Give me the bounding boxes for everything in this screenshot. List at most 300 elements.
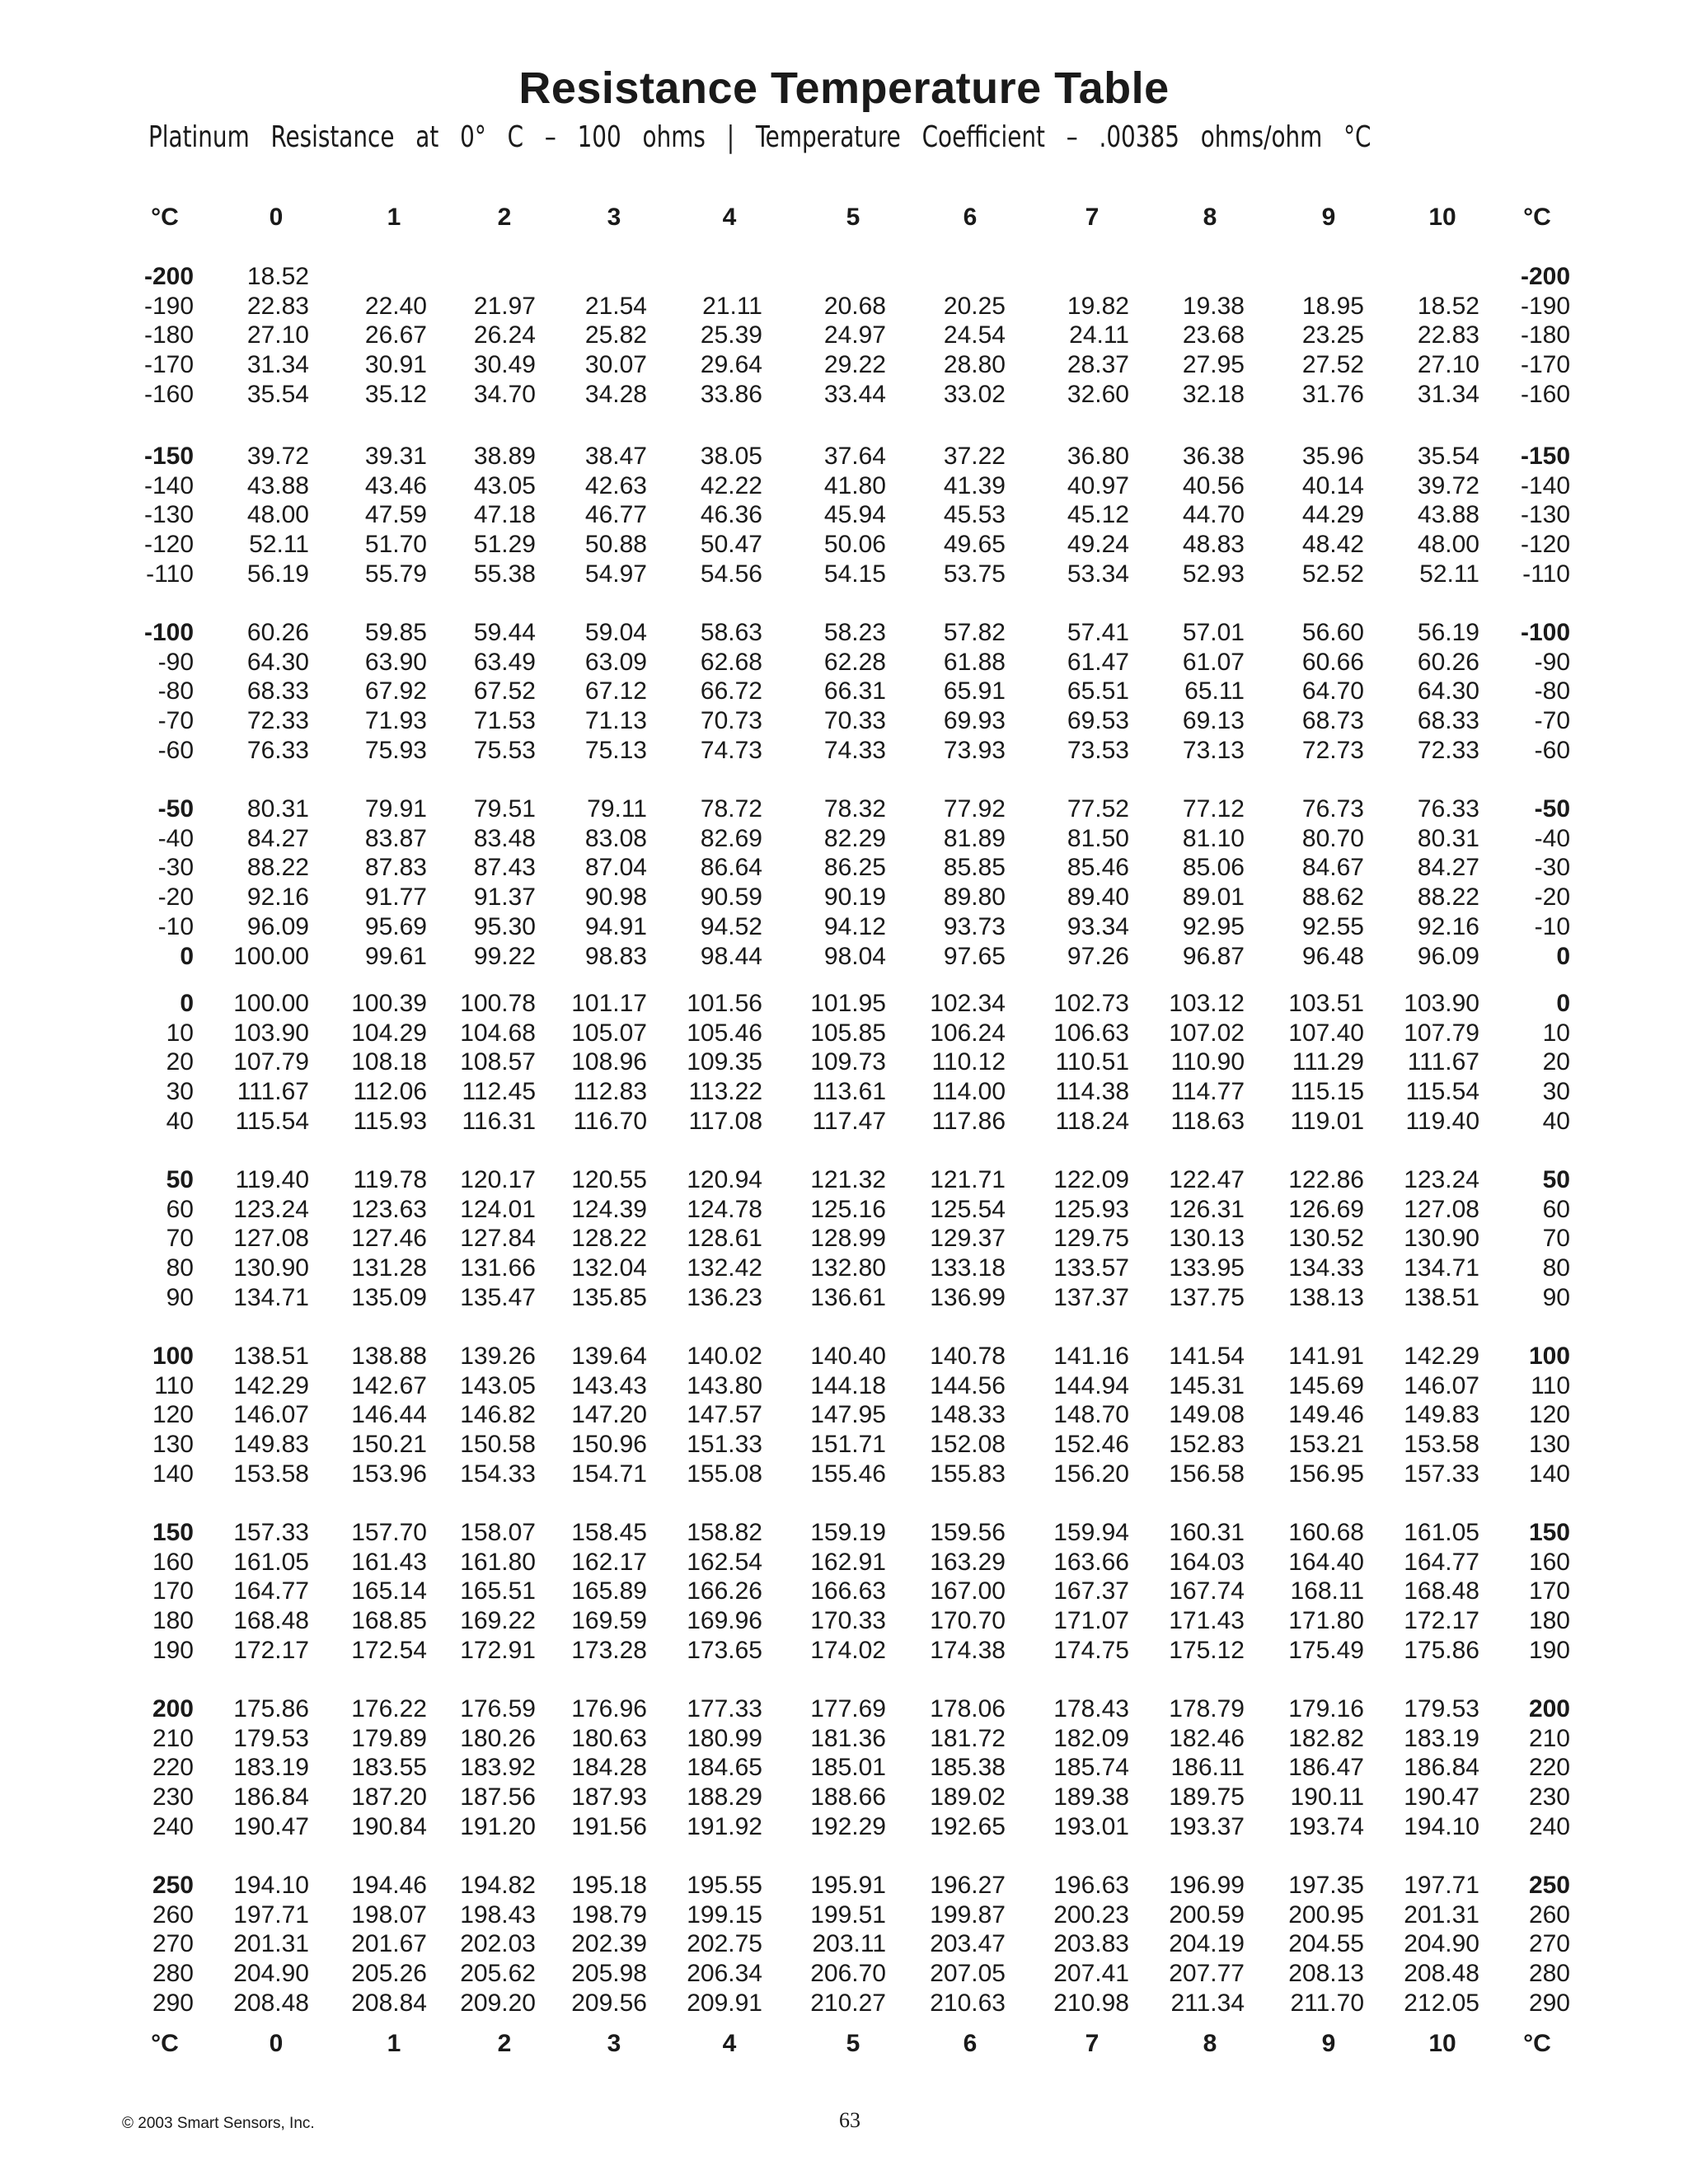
table-cell: 195.91: [810, 1872, 886, 1899]
row-label-right: 120: [1528, 1401, 1570, 1429]
table-cell: 52.93: [1182, 560, 1245, 588]
table-row: [0, 618, 1688, 648]
table-cell: 208.48: [1404, 1960, 1479, 1988]
row-label-left: -10: [157, 912, 194, 940]
row-label-left: 200: [152, 1695, 194, 1722]
table-cell: 187.93: [571, 1783, 647, 1811]
row-label-right: 10: [1542, 1019, 1570, 1047]
table-cell: 98.83: [584, 942, 647, 970]
row-label-right: 230: [1528, 1783, 1570, 1811]
table-cell: 184.65: [687, 1754, 762, 1782]
table-cell: 203.83: [1053, 1930, 1129, 1958]
table-cell: 183.55: [351, 1754, 427, 1782]
table-cell: 27.95: [1182, 351, 1245, 379]
table-cell: 158.82: [687, 1519, 762, 1546]
row-label-left: 230: [152, 1783, 194, 1811]
table-cell: 61.07: [1182, 648, 1245, 676]
table-cell: 176.59: [460, 1695, 536, 1722]
table-cell: 134.71: [1404, 1254, 1479, 1282]
header-col: 4: [722, 2030, 737, 2057]
header-col: 2: [497, 2030, 512, 2057]
table-cell: 149.83: [233, 1431, 309, 1459]
table-cell: 88.22: [246, 854, 309, 882]
table-cell: 164.77: [1404, 1548, 1479, 1576]
table-cell: 146.44: [351, 1401, 427, 1429]
row-label-left: 30: [166, 1078, 194, 1106]
table-row: [0, 648, 1688, 677]
table-cell: 42.22: [700, 471, 762, 499]
table-cell: 41.80: [823, 471, 886, 499]
row-label-left: 120: [152, 1401, 194, 1429]
table-cell: 207.05: [930, 1960, 1006, 1988]
column-header-bottom: [0, 2029, 1688, 2059]
subtitle: [148, 120, 1372, 154]
row-label-left: -180: [143, 321, 194, 349]
table-cell: 109.73: [810, 1048, 886, 1076]
subtitle-word: Resistance: [270, 120, 395, 154]
table-cell: 50.88: [584, 531, 647, 559]
row-label-right: -10: [1534, 912, 1570, 940]
page-title: Resistance Temperature Table: [518, 63, 1170, 113]
table-cell: 193.74: [1288, 1812, 1364, 1840]
table-cell: 138.88: [351, 1343, 427, 1370]
table-cell: 45.53: [943, 501, 1006, 529]
table-cell: 192.29: [810, 1812, 886, 1840]
table-cell: 117.86: [931, 1107, 1006, 1135]
table-cell: 205.98: [571, 1960, 647, 1988]
table-cell: 104.29: [351, 1019, 427, 1047]
table-cell: 71.13: [584, 707, 647, 735]
table-cell: 103.12: [1169, 990, 1245, 1017]
table-cell: 83.48: [473, 824, 536, 852]
table-cell: 60.26: [1417, 648, 1479, 676]
table-cell: 107.79: [233, 1048, 309, 1076]
table-row: [0, 1077, 1688, 1107]
table-cell: 114.77: [1170, 1078, 1245, 1106]
table-cell: 54.97: [584, 560, 647, 588]
row-label-right: -80: [1534, 677, 1570, 705]
table-cell: 103.90: [1404, 990, 1479, 1017]
table-cell: 120.55: [571, 1166, 647, 1193]
table-cell: 151.33: [687, 1431, 762, 1459]
table-cell: 199.87: [930, 1900, 1006, 1929]
row-label-right: -160: [1520, 380, 1570, 408]
table-cell: 130.52: [1288, 1225, 1364, 1253]
table-cell: 179.16: [1288, 1695, 1364, 1722]
table-cell: 145.31: [1169, 1371, 1245, 1399]
table-cell: 68.33: [1417, 707, 1479, 735]
subtitle-word: Temperature: [755, 120, 901, 154]
table-cell: 60.26: [246, 619, 309, 646]
table-cell: 166.63: [810, 1577, 886, 1605]
table-row: [0, 1283, 1688, 1313]
table-cell: 135.85: [571, 1283, 647, 1311]
header-col: 9: [1321, 2030, 1336, 2057]
table-row: [0, 1871, 1688, 1900]
table-cell: 92.55: [1301, 912, 1364, 940]
header-col: 4: [722, 204, 737, 231]
row-label-right: -180: [1520, 321, 1570, 349]
table-cell: 20.68: [823, 292, 886, 320]
table-cell: 52.11: [249, 531, 309, 559]
table-cell: 77.12: [1182, 795, 1245, 823]
table-cell: 148.70: [1053, 1401, 1129, 1429]
row-label-left: -100: [143, 619, 194, 646]
table-cell: 140.40: [810, 1343, 886, 1370]
subtitle-word: 100: [577, 120, 621, 154]
table-cell: 68.73: [1301, 707, 1364, 735]
table-cell: 51.29: [473, 531, 536, 559]
table-cell: 71.93: [364, 707, 427, 735]
table-cell: 22.83: [1417, 321, 1479, 349]
table-row: [0, 794, 1688, 824]
table-cell: 92.16: [246, 883, 309, 912]
table-row: [0, 1959, 1688, 1989]
row-label-left: -170: [143, 351, 194, 379]
table-cell: 202.75: [687, 1930, 762, 1958]
table-cell: 100.00: [233, 990, 309, 1017]
table-cell: 39.72: [246, 443, 309, 470]
table-cell: 150.58: [460, 1431, 536, 1459]
row-label-left: -90: [157, 648, 194, 676]
table-cell: 36.80: [1067, 443, 1129, 470]
table-cell: 31.34: [1417, 380, 1479, 408]
header-unit-right: °C: [1523, 204, 1551, 231]
table-cell: 146.07: [1404, 1371, 1479, 1399]
table-row: [0, 912, 1688, 942]
table-cell: 156.20: [1053, 1460, 1129, 1488]
table-cell: 77.92: [943, 795, 1006, 823]
table-cell: 165.51: [460, 1577, 536, 1605]
table-cell: 131.66: [460, 1254, 536, 1282]
table-cell: 110.12: [931, 1048, 1006, 1076]
table-cell: 49.65: [943, 531, 1006, 559]
table-cell: 185.74: [1053, 1754, 1129, 1782]
table-cell: 127.08: [1404, 1195, 1479, 1223]
table-cell: 132.80: [810, 1254, 886, 1282]
table-cell: 175.12: [1169, 1636, 1245, 1664]
table-cell: 30.07: [584, 351, 647, 379]
table-cell: 56.19: [246, 560, 309, 588]
table-cell: 112.45: [462, 1078, 536, 1106]
table-row: [0, 1019, 1688, 1048]
subtitle-word: –: [544, 120, 556, 154]
table-cell: 97.65: [943, 942, 1006, 970]
table-cell: 144.94: [1053, 1371, 1129, 1399]
table-cell: 128.99: [810, 1225, 886, 1253]
row-label-right: -90: [1534, 648, 1570, 676]
table-cell: 197.35: [1288, 1872, 1364, 1899]
table-cell: 132.04: [571, 1254, 647, 1282]
table-cell: 62.68: [700, 648, 762, 676]
row-label-left: 40: [166, 1107, 194, 1135]
table-cell: 176.22: [351, 1695, 427, 1722]
table-cell: 164.03: [1169, 1548, 1245, 1576]
row-label-right: -60: [1534, 736, 1570, 764]
table-cell: 88.62: [1301, 883, 1364, 912]
header-col: 6: [963, 2030, 978, 2057]
table-cell: 180.26: [460, 1724, 536, 1752]
table-cell: 174.02: [810, 1636, 886, 1664]
table-cell: 97.26: [1067, 942, 1129, 970]
table-cell: 51.70: [364, 531, 427, 559]
table-cell: 208.13: [1288, 1960, 1364, 1988]
row-label-left: 130: [152, 1431, 194, 1459]
table-cell: 64.30: [246, 648, 309, 676]
table-cell: 33.44: [823, 380, 886, 408]
table-cell: 73.53: [1067, 736, 1129, 764]
table-cell: 165.14: [351, 1577, 427, 1605]
table-cell: 135.47: [460, 1283, 536, 1311]
table-cell: 159.56: [930, 1519, 1006, 1546]
table-cell: 190.84: [351, 1812, 427, 1840]
row-label-right: 150: [1528, 1519, 1570, 1546]
table-cell: 100.39: [351, 990, 427, 1017]
header-col: 1: [387, 204, 401, 231]
table-cell: 178.43: [1053, 1695, 1129, 1722]
table-cell: 38.47: [584, 443, 647, 470]
row-label-left: -140: [143, 471, 194, 499]
table-row: [0, 471, 1688, 501]
table-cell: 34.28: [584, 380, 647, 408]
table-cell: 154.33: [460, 1460, 536, 1488]
table-cell: 173.28: [571, 1636, 647, 1664]
row-label-right: 140: [1528, 1460, 1570, 1488]
table-cell: 114.00: [931, 1078, 1006, 1106]
table-cell: 146.07: [233, 1401, 309, 1429]
table-cell: 126.31: [1169, 1195, 1245, 1223]
table-cell: 24.54: [943, 321, 1006, 349]
table-cell: 121.32: [810, 1166, 886, 1193]
table-cell: 198.43: [460, 1900, 536, 1929]
table-cell: 58.23: [823, 619, 886, 646]
table-row: [0, 1254, 1688, 1283]
table-cell: 126.69: [1288, 1195, 1364, 1223]
table-cell: 142.29: [1404, 1343, 1479, 1370]
table-cell: 47.59: [364, 501, 427, 529]
table-cell: 24.97: [823, 321, 886, 349]
table-cell: 89.80: [943, 883, 1006, 912]
table-cell: 59.85: [364, 619, 427, 646]
table-cell: 86.64: [700, 854, 762, 882]
table-cell: 46.77: [584, 501, 647, 529]
row-label-left: 250: [152, 1872, 194, 1899]
table-cell: 48.42: [1301, 531, 1364, 559]
table-cell: 157.33: [233, 1519, 309, 1546]
table-cell: 151.71: [810, 1431, 886, 1459]
table-cell: 181.72: [930, 1724, 1006, 1752]
table-cell: 210.98: [1053, 1989, 1129, 2017]
table-cell: 192.65: [930, 1812, 1006, 1840]
table-cell: 37.22: [943, 443, 1006, 470]
table-cell: 190.47: [233, 1812, 309, 1840]
table-cell: 163.29: [930, 1548, 1006, 1576]
table-cell: 183.19: [1404, 1724, 1479, 1752]
table-cell: 142.29: [233, 1371, 309, 1399]
table-cell: 189.75: [1169, 1783, 1245, 1811]
table-row: [0, 321, 1688, 350]
table-cell: 94.12: [823, 912, 886, 940]
table-cell: 37.64: [823, 443, 886, 470]
row-label-left: 160: [152, 1548, 194, 1576]
table-cell: 153.58: [1404, 1431, 1479, 1459]
table-cell: 48.83: [1182, 531, 1245, 559]
table-cell: 43.88: [1417, 501, 1479, 529]
table-row: [0, 989, 1688, 1019]
header-col: 10: [1428, 204, 1456, 231]
table-cell: 72.73: [1301, 736, 1364, 764]
table-cell: 180.63: [571, 1724, 647, 1752]
table-cell: 36.38: [1182, 443, 1245, 470]
table-cell: 104.68: [460, 1019, 536, 1047]
table-cell: 115.93: [353, 1107, 427, 1135]
table-cell: 207.77: [1169, 1960, 1245, 1988]
table-cell: 19.38: [1182, 292, 1245, 320]
table-cell: 140.02: [687, 1343, 762, 1370]
table-cell: 206.70: [810, 1960, 886, 1988]
table-cell: 18.95: [1301, 292, 1364, 320]
table-cell: 44.70: [1182, 501, 1245, 529]
row-label-right: -170: [1520, 351, 1570, 379]
table-cell: 129.75: [1053, 1225, 1129, 1253]
table-cell: 111.67: [237, 1078, 309, 1106]
table-cell: 52.52: [1301, 560, 1364, 588]
table-cell: 116.31: [462, 1107, 536, 1135]
table-cell: 209.20: [460, 1989, 536, 2017]
table-cell: 202.39: [571, 1930, 647, 1958]
table-cell: 28.37: [1067, 351, 1129, 379]
table-cell: 130.90: [1404, 1225, 1479, 1253]
table-cell: 188.66: [810, 1783, 886, 1811]
table-cell: 58.63: [700, 619, 762, 646]
table-cell: 196.27: [930, 1872, 1006, 1899]
table-cell: 83.87: [364, 824, 427, 852]
row-label-left: 220: [152, 1754, 194, 1782]
table-cell: 105.46: [687, 1019, 762, 1047]
row-label-right: -70: [1534, 707, 1570, 735]
table-row: [0, 706, 1688, 736]
table-row: [0, 1577, 1688, 1606]
table-cell: 95.69: [364, 912, 427, 940]
table-cell: 164.40: [1288, 1548, 1364, 1576]
row-label-left: -50: [157, 795, 194, 823]
table-cell: 136.23: [687, 1283, 762, 1311]
table-cell: 45.94: [823, 501, 886, 529]
table-cell: 202.03: [460, 1930, 536, 1958]
table-cell: 111.29: [1292, 1048, 1364, 1076]
table-cell: 183.19: [233, 1754, 309, 1782]
table-row: [0, 1548, 1688, 1577]
table-cell: 134.71: [233, 1283, 309, 1311]
table-cell: 162.17: [571, 1548, 647, 1576]
table-cell: 169.59: [571, 1607, 647, 1635]
table-cell: 207.41: [1053, 1960, 1129, 1988]
table-cell: 22.83: [246, 292, 309, 320]
table-cell: 108.96: [571, 1048, 647, 1076]
table-cell: 156.95: [1288, 1460, 1364, 1488]
table-cell: 129.37: [930, 1225, 1006, 1253]
table-cell: 43.88: [246, 471, 309, 499]
table-cell: 66.31: [823, 677, 886, 705]
row-label-right: 100: [1528, 1343, 1570, 1370]
table-cell: 92.95: [1182, 912, 1245, 940]
table-cell: 32.18: [1182, 380, 1245, 408]
table-row: [0, 1989, 1688, 2018]
table-cell: 136.99: [930, 1283, 1006, 1311]
row-label-left: -60: [157, 736, 194, 764]
table-row: [0, 677, 1688, 706]
table-cell: 186.47: [1288, 1754, 1364, 1782]
table-cell: 139.26: [460, 1343, 536, 1370]
table-cell: 117.47: [812, 1107, 886, 1135]
header-col: 0: [269, 204, 284, 231]
subtitle-word: Coefficient: [921, 120, 1045, 154]
table-cell: 31.34: [246, 351, 309, 379]
table-cell: 137.37: [1053, 1283, 1129, 1311]
table-cell: 57.41: [1067, 619, 1129, 646]
table-cell: 76.33: [246, 736, 309, 764]
table-cell: 170.70: [930, 1607, 1006, 1635]
row-label-left: -130: [143, 501, 194, 529]
table-cell: 118.24: [1055, 1107, 1129, 1135]
row-label-right: 200: [1528, 1695, 1570, 1722]
table-cell: 130.13: [1169, 1225, 1245, 1253]
table-cell: 155.08: [687, 1460, 762, 1488]
table-cell: 102.73: [1053, 990, 1129, 1017]
table-cell: 79.51: [473, 795, 536, 823]
table-cell: 54.56: [700, 560, 762, 588]
table-cell: 200.95: [1288, 1900, 1364, 1929]
table-cell: 93.34: [1067, 912, 1129, 940]
table-row: [0, 1342, 1688, 1371]
table-cell: 123.24: [233, 1195, 309, 1223]
table-cell: 179.89: [351, 1724, 427, 1752]
table-cell: 46.36: [700, 501, 762, 529]
table-cell: 39.72: [1417, 471, 1479, 499]
table-cell: 124.78: [687, 1195, 762, 1223]
table-row: [0, 1783, 1688, 1812]
row-label-right: 170: [1528, 1577, 1570, 1605]
table-cell: 149.83: [1404, 1401, 1479, 1429]
table-cell: 161.05: [1404, 1519, 1479, 1546]
table-row: [0, 1047, 1688, 1077]
table-cell: 38.89: [473, 443, 536, 470]
table-cell: 152.46: [1053, 1431, 1129, 1459]
table-cell: 113.22: [688, 1078, 762, 1106]
table-cell: 203.11: [812, 1930, 886, 1958]
table-cell: 108.18: [351, 1048, 427, 1076]
table-cell: 199.51: [810, 1900, 886, 1929]
row-label-right: 70: [1542, 1225, 1570, 1253]
table-cell: 78.72: [700, 795, 762, 823]
table-cell: 119.40: [1405, 1107, 1479, 1135]
table-cell: 132.42: [687, 1254, 762, 1282]
table-cell: 76.73: [1301, 795, 1364, 823]
table-cell: 174.75: [1053, 1636, 1129, 1664]
row-label-left: 20: [166, 1048, 194, 1076]
table-cell: 144.18: [810, 1371, 886, 1399]
row-label-left: -200: [143, 263, 194, 290]
subtitle-word: –: [1066, 120, 1078, 154]
table-cell: 187.56: [460, 1783, 536, 1811]
row-label-right: -120: [1520, 531, 1570, 559]
table-cell: 79.11: [587, 795, 647, 823]
table-cell: 115.54: [1405, 1078, 1479, 1106]
table-cell: 115.15: [1290, 1078, 1364, 1106]
table-cell: 165.89: [571, 1577, 647, 1605]
table-cell: 61.47: [1067, 648, 1129, 676]
table-cell: 25.39: [700, 321, 762, 349]
